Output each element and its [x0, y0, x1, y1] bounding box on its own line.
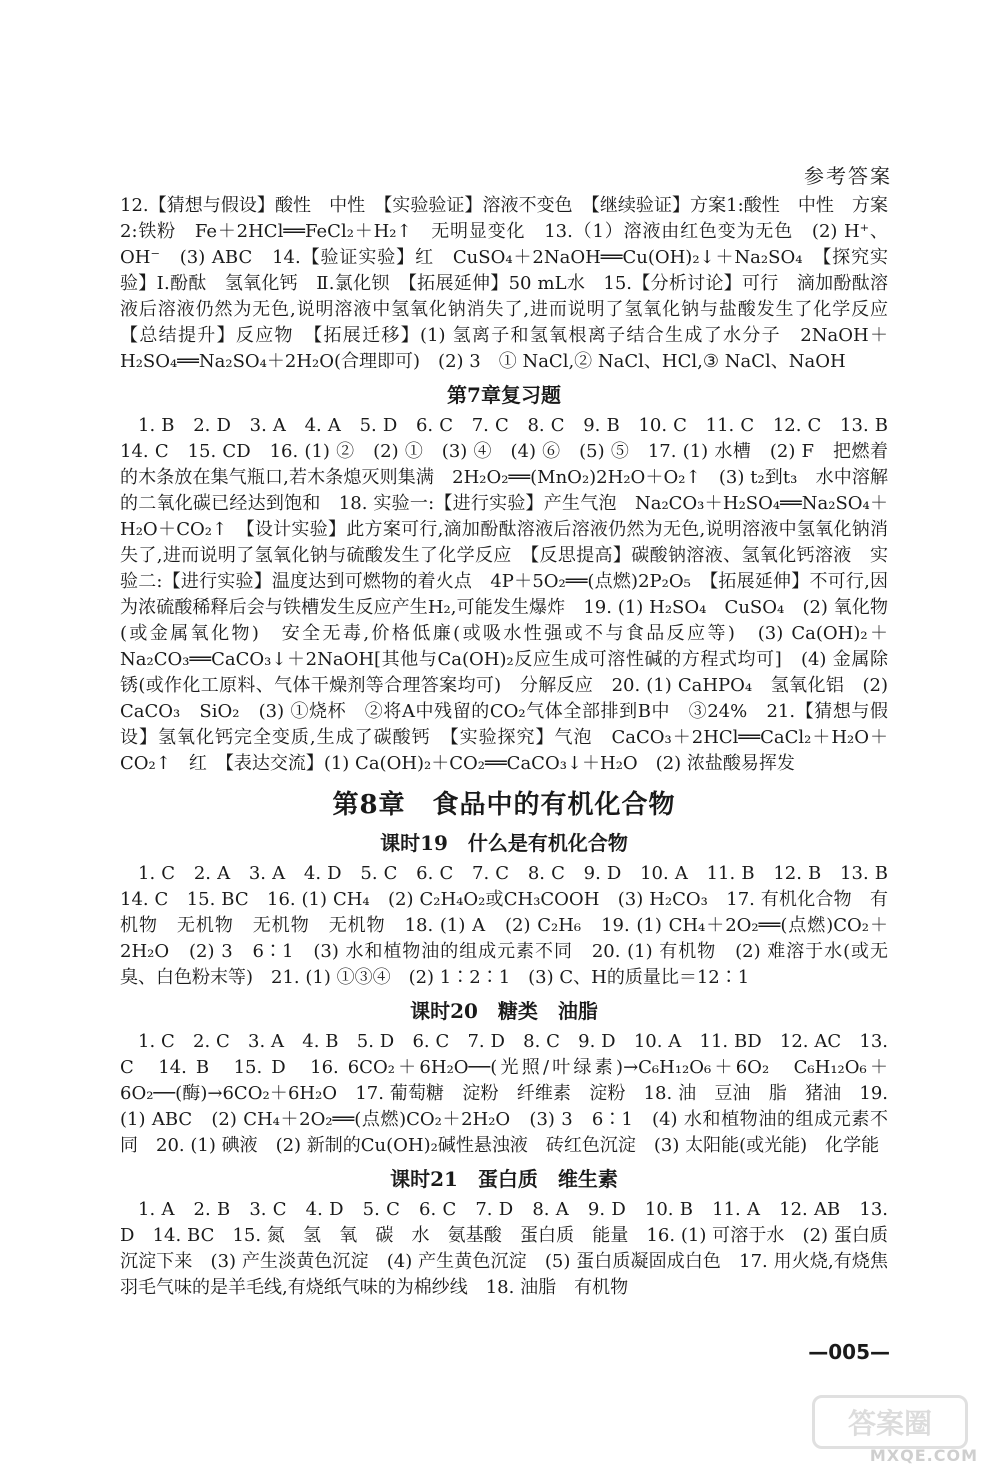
paragraph-continued-answers: 12.【猜想与假设】酸性 中性 【实验验证】溶液不变色 【继续验证】方案1:酸性 中性 方案2:铁粉 Fe＋2HCl══FeCl₂＋H₂↑ 无明显变化 13.（1）溶液由红色变为无色 (2) H⁺、OH⁻ (3) ABC 14.【验证实验】红 CuSO₄＋2NaOH══Cu(OH)₂↓＋Na₂SO₄ 【探究实验】Ⅰ.酚酞 氢氧化钙 Ⅱ.氯化钡 【拓展延伸】50 mL水 15.【分析讨论】可行 滴加酚酞溶液后溶液仍然为无色,说明溶液中氢氧化钠消失了,进而说明了氢氧化钠与盐酸发生了化学反应 【总结提升】反应物 【拓展迁移】(1) 氢离子和氢氧根离子结合生成了水分子 2NaOH＋H₂SO₄══Na₂SO₄＋2H₂O(合理即可) (2) 3 ① NaCl,② NaCl、HCl,③ NaCl、NaOH [120, 195, 906, 372]
paragraph-lesson21-answers: 1. A 2. B 3. C 4. D 5. C 6. C 7. D 8. A 9. D 10. B 11. A 12. AB 13. D 14. BC 15. 氮 氢 氧 碳 水 氨基酸 蛋白质 能量 16. (1) 可溶于水 (2) 蛋白质沉淀下来 (3) 产生淡黄色沉淀 (4) 产生黄色沉淀 (5) 蛋白质凝固成白色 17. 用火烧,有烧焦羽毛气味的是羊毛线,有烧纸气味的为棉纱线 18. 油脂 有机物 [120, 1199, 888, 1298]
watermark-site: MXQE.COM [869, 1446, 978, 1465]
paragraph-lesson19-answers: 1. C 2. A 3. A 4. D 5. C 6. C 7. C 8. C 9. D 10. A 11. B 12. B 13. B 14. C 15. BC 16. (1) CH₄ (2) C₂H₄O₂或CH₃COOH (3) H₂CO₃ 17. 有机化合物 有机物 无机物 无机物 无机物 18. (1) A (2) C₂H₆ 19. (1) CH₄＋2O₂══(点燃)CO₂＋2H₂O (2) 3 6∶1 (3) 水和植物油的组成元素不同 20. (1) 有机物 (2) 难溶于水(或无臭、白色粉末等) 21. (1) ①③④ (2) 1∶2∶1 (3) C、H的质量比＝12∶1 [120, 863, 906, 988]
watermark-logo: 答案圈 [812, 1395, 968, 1449]
page-number: —005— [808, 1340, 890, 1364]
chapter-title-ch8: 第8章 食品中的有机化合物 [332, 790, 676, 820]
paragraph-lesson20-answers: 1. C 2. C 3. A 4. B 5. D 6. C 7. D 8. C 9. D 10. A 11. BD 12. AC 13. C 14. B 15. D 16. 6CO₂＋6H₂O──(光照/叶绿素)→C₆H₁₂O₆＋6O₂ C₆H₁₂O₆＋6O₂──(酶)→6CO₂＋6H₂O 17. 葡萄糖 淀粉 纤维素 淀粉 18. 油 豆油 脂 猪油 19. (1) ABC (2) CH₄＋2O₂══(点燃)CO₂＋2H₂O (3) 3 6∶1 (4) 水和植物油的组成元素不同 20. (1) 碘液 (2) 新制的Cu(OH)₂碱性悬浊液 砖红色沉淀 (3) 太阳能(或光能) 化学能 [120, 1031, 888, 1156]
header-label: 参考答案 [804, 164, 892, 188]
paragraph-ch7-review-answers: 1. B 2. D 3. A 4. A 5. D 6. C 7. C 8. C 9. B 10. C 11. C 12. C 13. B 14. C 15. CD 16. (1) ② (2) ① (3) ④ (4) ⑥ (5) ⑤ 17. (1) 水槽 (2) F 把燃着的木条放在集气瓶口,若木条熄灭则集满 2H₂O₂══(MnO₂)2H₂O＋O₂↑ (3) t₂到t₃ 水中溶解的二氧化碳已经达到饱和 18. 实验一:【进行实验】产生气泡 Na₂CO₃＋H₂SO₄══Na₂SO₄＋H₂O＋CO₂↑ 【设计实验】此方案可行,滴加酚酞溶液后溶液仍然为无色,说明溶液中氢氧化钠消失了,进而说明了氢氧化钠与硫酸发生了化学反应 【反思提高】碳酸钠溶液、氢氧化钙溶液 实验二:【进行实验】温度达到可燃物的着火点 4P＋5O₂══(点燃)2P₂O₅ 【拓展延伸】不可行,因为浓硫酸稀释后会与铁槽发生反应产生H₂,可能发生爆炸 19. (1) H₂SO₄ CuSO₄ (2) 氧化物(或金属氧化物) 安全无毒,价格低廉(或吸水性强或不与食品反应等) (3) Ca(OH)₂＋Na₂CO₃══CaCO₃↓＋2NaOH[其他与Ca(OH)₂反应生成可溶性碱的方程式均可] (4) 金属除锈(或作化工原料、气体干燥剂等合理答案均可) 分解反应 20. (1) CaHPO₄ 氢氧化铝 (2) CaCO₃ SiO₂ (3) ①烧杯 ②将A中残留的CO₂气体全部排到B中 ③24% 21.【猜想与假设】氢氧化钙完全变质,生成了碳酸钙 【实验探究】气泡 CaCO₃＋2HCl══CaCl₂＋H₂O＋CO₂↑ 红 【表达交流】(1) Ca(OH)₂＋CO₂══CaCO₃↓＋H₂O (2) 浓盐酸易挥发 [120, 415, 906, 774]
section-title-lesson20: 课时20 糖类 油脂 [410, 999, 598, 1023]
watermark [808, 1395, 978, 1465]
section-title-lesson21: 课时21 蛋白质 维生素 [390, 1167, 618, 1191]
answer-content [120, 193, 906, 1301]
section-title-ch7-review: 第7章复习题 [447, 383, 561, 407]
section-title-lesson19: 课时19 什么是有机化合物 [380, 831, 628, 855]
